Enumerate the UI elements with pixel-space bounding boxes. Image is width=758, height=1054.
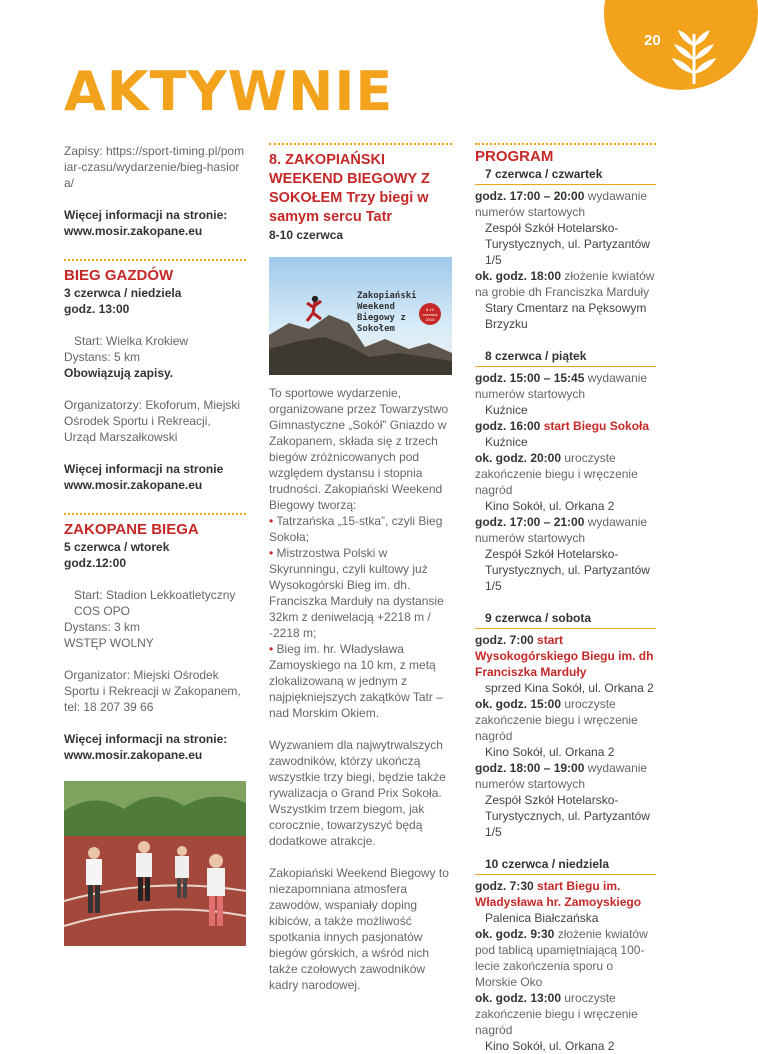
program-event-title: start Biegu Sokoła — [543, 419, 650, 433]
column-left — [64, 143, 246, 946]
program-entry — [475, 450, 656, 514]
program-time: ok. godz. 20:00 — [475, 451, 562, 465]
event-organizer: Organizator: Miejski Ośrodek Sportu i Rekreacji w Zakopanem, tel: 18 207 39 66 — [64, 668, 241, 714]
wheat-icon — [664, 24, 724, 88]
page-corner-tab — [604, 0, 720, 90]
program-entry — [475, 514, 656, 594]
event-time: godz.12:00 — [64, 556, 127, 570]
program-entry-line — [475, 188, 656, 220]
registration-intro: Zapisy: https://sport-timing.pl/pomiar-czasu/wydarzenie/bieg-hasiora/ — [64, 144, 245, 190]
program-time: godz. 7:30 — [475, 879, 534, 893]
column-middle — [269, 143, 452, 993]
program-entry — [475, 990, 656, 1054]
program-day-heading: 9 czerwca / sobota — [475, 610, 656, 629]
poster-caption: Zakopiański Weekend Biegowy z Sokołem — [357, 291, 417, 334]
program-day-heading: 8 czerwca / piątek — [475, 348, 656, 367]
program-entry-line — [475, 632, 656, 680]
program-location: Kino Sokół, ul. Orkana 2 — [485, 745, 615, 759]
event-start: Start: Stadion Lekkoatletyczny COS OPO — [74, 588, 236, 618]
program-location: Kino Sokół, ul. Orkana 2 — [485, 1039, 615, 1053]
program-time: godz. 18:00 – 19:00 — [475, 761, 585, 775]
article-bullet: • Bieg im. hr. Władysława Zamoyskiego na 10 km, z metą zlokalizowaną w jednym z najpiękniejszych zakątków Tatr – nad Morskim Okiem. — [269, 642, 443, 720]
program-days — [475, 166, 656, 1054]
program-entry-line — [475, 696, 656, 744]
article-heading-suffix: Trzy biegi w samym sercu Tatr — [269, 190, 429, 225]
program-time: godz. 17:00 – 20:00 — [475, 189, 585, 203]
page-number: 20 — [644, 32, 661, 49]
event-organizers: Organizatorzy: Ekoforum, Miejski Ośrodek Sportu i Rekreacji, Urząd Marszałkowski — [64, 398, 241, 444]
program-time: ok. godz. 15:00 — [475, 697, 562, 711]
article-bullet: • Tatrzańska „15-stka”, czyli Bieg Sokoła; — [269, 514, 443, 544]
program-description: złożenie kwiatów na grobie dh Franciszka Marduły — [475, 269, 655, 299]
program-entry — [475, 878, 656, 926]
program-event-title: start Biegu im. Władysława hr. Zamoyskiego — [475, 879, 642, 909]
program-description: uroczyste zakończenie biegu i wręczenie nagród — [475, 697, 638, 743]
program-time: godz. 17:00 – 21:00 — [475, 515, 585, 529]
program-location: Palenica Białczańska — [485, 911, 599, 925]
more-info-link[interactable]: www.mosir.zakopane.eu — [64, 748, 203, 762]
program-location: Zespół Szkół Hotelarsko-Turystycznych, ul. Partyzantów 1/5 — [485, 221, 650, 267]
article-heading-prefix: 8. ZAKOPIAŃSKI WEEKEND BIEGOWY Z SOKOŁEM — [269, 152, 430, 206]
event-distance: Dystans: 5 km — [64, 350, 141, 364]
program-location: Kuźnice — [485, 435, 528, 449]
program-location: Stary Cmentarz na Pęksowym Brzyzku — [485, 301, 647, 331]
event-poster-image — [269, 257, 452, 375]
program-entry-line — [475, 878, 656, 910]
page-title: AKTYWNIE — [64, 60, 394, 123]
program-entry — [475, 370, 656, 418]
program-entry-line — [475, 990, 656, 1038]
program-entry — [475, 418, 656, 450]
program-description: wydawanie numerów startowych — [475, 761, 648, 791]
program-entry-line — [475, 514, 656, 546]
column-program — [475, 143, 656, 1054]
program-time: godz. 16:00 — [475, 419, 541, 433]
article-paragraph: Wyzwaniem dla najwytrwalszych zawodników, którzy ukończą wszystkie trzy biegi, będzie także rywalizacja o Grand Prix Sokoła. Wszystkim trzem biegom, jak corocznie, towarzyszyć będą dodatkowe atrakcje. — [269, 738, 446, 848]
program-entry-line — [475, 418, 656, 434]
runners-photo — [64, 781, 246, 946]
program-location: Kuźnice — [485, 403, 528, 417]
event-distance: Dystans: 3 km — [64, 620, 141, 634]
more-info-link[interactable]: www.mosir.zakopane.eu — [64, 224, 203, 238]
more-info-label: Więcej informacji na stronie: — [64, 732, 228, 746]
program-entry — [475, 760, 656, 840]
program-location: Zespół Szkół Hotelarsko-Turystycznych, ul. Partyzantów 1/5 — [485, 793, 650, 839]
program-event-title: start Wysokogórskiego Biegu im. dh Franciszka Marduły — [475, 633, 654, 679]
program-description: wydawanie numerów startowych — [475, 371, 648, 401]
program-location: Kino Sokół, ul. Orkana 2 — [485, 499, 615, 513]
event-time: godz. 13:00 — [64, 302, 130, 316]
event-date: 3 czerwca / niedziela — [64, 286, 182, 300]
program-location: Zespół Szkół Hotelarsko-Turystycznych, ul. Partyzantów 1/5 — [485, 547, 650, 593]
program-description: złożenie kwiatów pod tablicą upamiętniającą 100-lecie zakończenia sporu o Morskie Oko — [475, 927, 648, 989]
program-time: godz. 7:00 — [475, 633, 534, 647]
program-entry-line — [475, 370, 656, 402]
section-heading-bieg-gazdow: BIEG GAZDÓW — [64, 267, 174, 284]
program-entry-line — [475, 760, 656, 792]
event-registration: Obowiązują zapisy. — [64, 366, 174, 380]
program-description: wydawanie numerów startowych — [475, 515, 648, 545]
program-entry-line — [475, 450, 656, 498]
program-time: ok. godz. 9:30 — [475, 927, 555, 941]
event-start: Start: Wielka Krokiew — [74, 334, 189, 348]
program-time: ok. godz. 18:00 — [475, 269, 562, 283]
program-location: sprzed Kina Sokół, ul. Orkana 2 — [485, 681, 654, 695]
more-info-label: Więcej informacji na stronie: — [64, 208, 228, 222]
article-paragraph: Zakopiański Weekend Biegowy to niezapomniana atmosfera zawodów, wspaniały doping kibiców, a także możliwość spotkania innych pasjonatów biegów górskich, a wśród nich także czołowych zawodników kadry narodowej. — [269, 866, 449, 992]
more-info-link[interactable]: www.mosir.zakopane.eu — [64, 478, 203, 492]
more-info-label: Więcej informacji na stronie — [64, 462, 224, 476]
program-entry-line — [475, 268, 656, 300]
program-entry — [475, 268, 656, 332]
program-entry-line — [475, 926, 656, 990]
program-heading: PROGRAM — [475, 148, 554, 165]
article-bullet: • Mistrzostwa Polski w Skyrunningu, czyli kultowy już Wysokogórski Bieg im. dh. Franciszka Marduły na dystansie 32km z deniwelacją +2218 m / -2218 m; — [269, 546, 444, 640]
program-entry — [475, 188, 656, 268]
program-entry — [475, 696, 656, 760]
program-description: wydawanie numerów startowych — [475, 189, 648, 219]
section-heading-zakopane-biega: ZAKOPANE BIEGA — [64, 521, 199, 538]
program-entry — [475, 632, 656, 696]
program-description: uroczyste zakończenie biegu i wręczenie nagród — [475, 991, 638, 1037]
event-entry: WSTĘP WOLNY — [64, 636, 154, 650]
program-entry — [475, 926, 656, 990]
article-paragraph: To sportowe wydarzenie, organizowane przez Towarzystwo Gimnastyczne „Sokół” Gniazdo w Zakopanem, składa się z trzech biegów zróżnicowanych pod względem dystansu i stopnia trudności. Zakopiański Weekend Biegowy tworzą: — [269, 386, 449, 512]
program-day-heading: 7 czerwca / czwartek — [475, 166, 656, 185]
article-heading — [269, 151, 452, 227]
event-date: 5 czerwca / wtorek — [64, 540, 170, 554]
program-time: godz. 15:00 – 15:45 — [475, 371, 585, 385]
program-day-heading: 10 czerwca / niedziela — [475, 856, 656, 875]
program-description: uroczyste zakończenie biegu i wręczenie nagród — [475, 451, 638, 497]
program-time: ok. godz. 13:00 — [475, 991, 562, 1005]
article-dates: 8-10 czerwca — [269, 228, 344, 242]
poster-date-badge: 8-10 czerwca 2018 — [419, 303, 441, 325]
article-body — [269, 385, 452, 993]
